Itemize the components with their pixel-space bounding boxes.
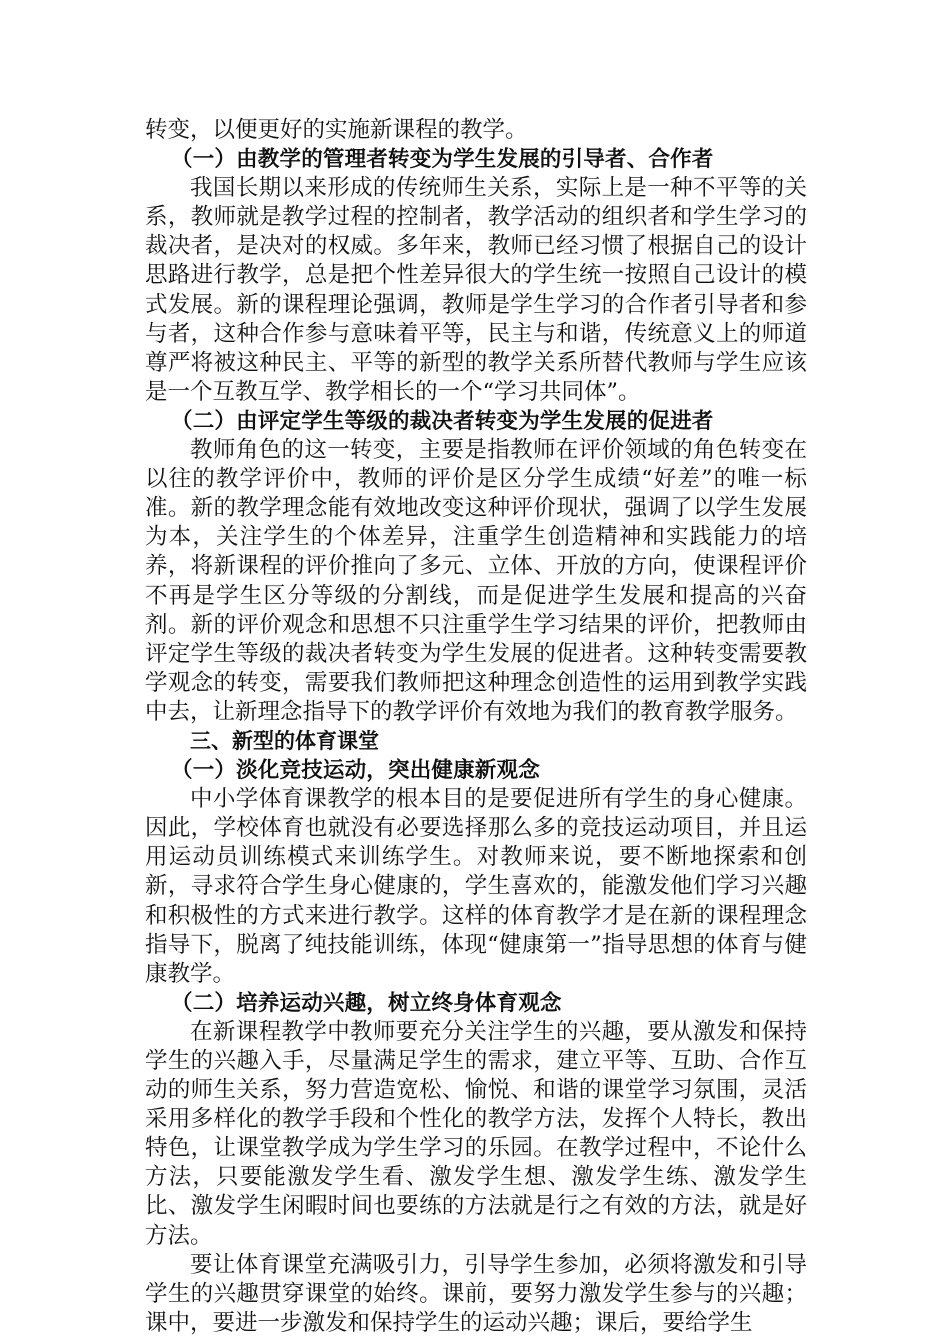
paragraph-pe-teaching-goal: 中小学体育课教学的根本目的是要促进所有学生的身心健康。因此，学校体育也就没有必要选择那么多的竞技运动项目，并且运用运动员训练模式来训练学生。对教师来说，要不断地探索和创新，寻求符合学生身心健康的，学生喜欢的，能激发他们学习兴趣和积极性的方式来进行教学。这样的体育教学才是在新的课程理念指导下，脱离了纯技能训练，体现“健康第一”指导思想的体育与健康教学。 — [145, 786, 807, 987]
paragraph-classroom-attraction: 要让体育课堂充满吸引力，引导学生参加，必须将激发和引导学生的兴趣贯穿课堂的始终。课前，要努力激发学生参与的兴趣；课中，要进一步激发和保持学生的运动兴趣；课后，要给学生 — [145, 1251, 807, 1336]
paragraph-interest-methods: 在新课程教学中教师要充分关注学生的兴趣，要从激发和保持学生的兴趣入手，尽量满足学生的需求，建立平等、互助、合作互动的师生关系，努力营造宽松、愉悦、和谐的课堂学习氛围，灵活采用多样化的教学手段和个性化的教学方法，发挥个人特长，教出特色，让课堂教学成为学生学习的乐园。在教学过程中，不论什么方法，只要能激发学生看、激发学生想、激发学生练、激发学生比、激发学生闲暇时间也要练的方法就是行之有效的方法，就是好方法。 — [145, 1018, 807, 1249]
subheading-evaluation-promoter: （二）由评定学生等级的裁决者转变为学生发展的促进者 — [171, 408, 714, 434]
paragraph-continuation: 转变，以便更好的实施新课程的教学。 — [145, 117, 528, 143]
paragraph-evaluation-role: 教师角色的这一转变，主要是指教师在评价领域的角色转变在以往的教学评价中，教师的评价是区分学生成绩“好差”的唯一标准。新的教学理念能有效地改变这种评价现状，强调了以学生发展为本，关注学生的个体差异，注重学生创造精神和实践能力的培养，将新课程的评价推向了多元、立体、开放的方向，使课程评价不再是学生区分等级的分割线，而是促进学生发展和提高的兴奋剂。新的评价观念和思想不只注重学生学习结果的评价，把教师由评定学生等级的裁决者转变为学生发展的促进者。这种转变需要教学观念的转变，需要我们教师把这种理念创造性的运用到教学实践中去，让新理念指导下的教学评价有效地为我们的教育教学服务。 — [145, 437, 807, 725]
paragraph-teacher-student-relationship: 我国长期以来形成的传统师生关系，实际上是一种不平等的关系，教师就是教学过程的控制者，教学活动的组织者和学生学习的裁决者，是决对的权威。多年来，教师已经习惯了根据自己的设计思路进行教学，总是把个性差异很大的学生统一按照自己设计的模式发展。新的课程理论强调，教师是学生学习的合作者引导者和参与者，这种合作参与意味着平等，民主与和谐，传统意义上的师道尊严将被这种民主、平等的新型的教学关系所替代教师与学生应该是一个互教互学、教学相长的一个“学习共同体”。 — [145, 175, 807, 405]
section-heading-new-pe-class: 三、新型的体育课堂 — [190, 728, 379, 753]
document-body — [145, 116, 807, 1338]
subheading-health-concept: （一）淡化竞技运动，突出健康新观念 — [171, 758, 540, 784]
subheading-sports-interest: （二）培养运动兴趣，树立终身体育观念 — [171, 990, 562, 1016]
subheading-guide-collaborator: （一）由教学的管理者转变为学生发展的引导者、合作者 — [171, 147, 714, 173]
